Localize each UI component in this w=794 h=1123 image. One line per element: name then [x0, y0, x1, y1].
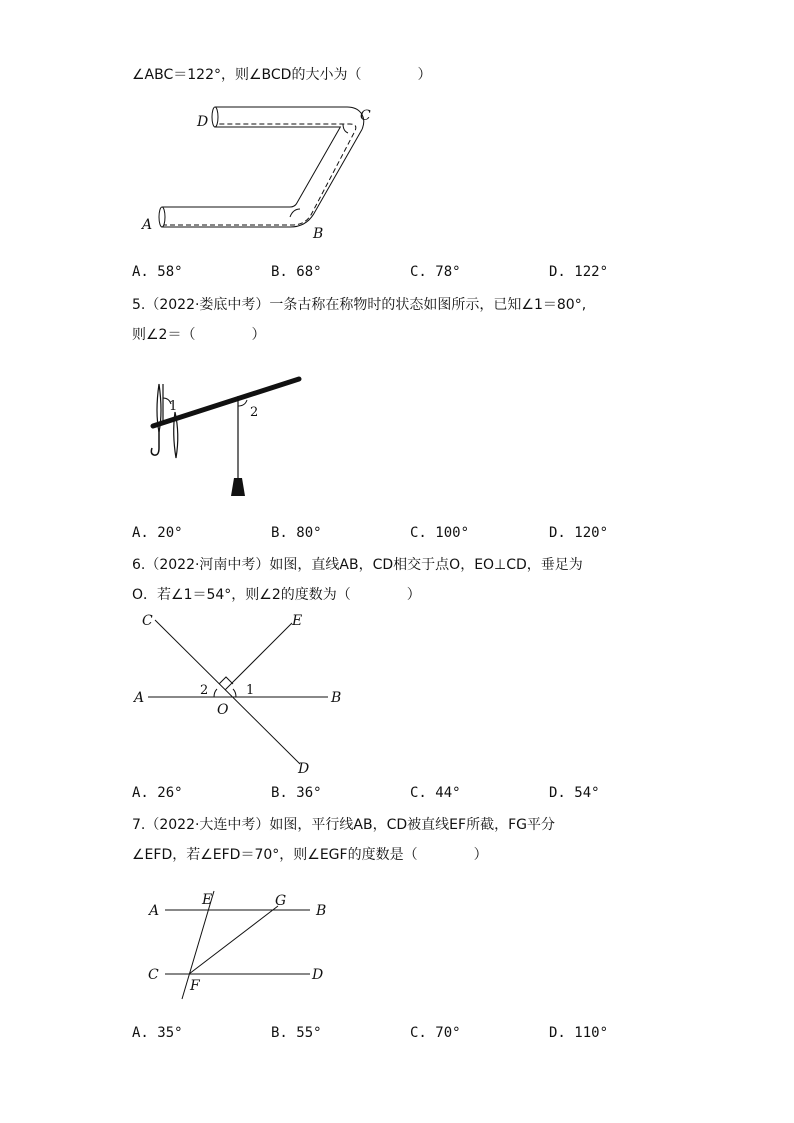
q5-steelyard-figure — [145, 372, 310, 502]
q5-option-d[interactable]: D. 120° — [549, 525, 609, 541]
q6-stem-line2: O．若∠1＝54°，则∠2的度数为（ ） — [132, 587, 421, 603]
q5-option-b[interactable]: B. 80° — [271, 525, 322, 541]
q7-parallel-figure — [140, 888, 340, 1003]
label-e: E — [202, 892, 213, 908]
label-g: G — [275, 893, 287, 909]
q6-lines-figure — [130, 608, 350, 778]
label-e: E — [292, 613, 303, 629]
q4-option-d[interactable]: D. 122° — [549, 264, 609, 280]
line-fg — [189, 906, 278, 974]
q4-options — [132, 264, 692, 282]
right-angle-mark — [219, 677, 233, 684]
label-a: A — [142, 217, 153, 233]
q6-option-a[interactable]: A. 26° — [132, 785, 183, 801]
q6-option-d[interactable]: D. 54° — [549, 785, 600, 801]
label-b: B — [316, 903, 327, 919]
q5-stem-line1: 5.（2022·娄底中考）一条古称在称物时的状态如图所示，已知∠1＝80°, — [132, 297, 587, 313]
q4-stem-line1: ∠ABC＝122°，则∠BCD的大小为（ ） — [132, 67, 432, 83]
label-d: D — [197, 114, 209, 130]
pipe-end-d — [212, 107, 218, 127]
q5-option-a[interactable]: A. 20° — [132, 525, 183, 541]
angle2-label: 2 — [200, 683, 209, 698]
q7-stem-line1: 7.（2022·大连中考）如图，平行线AB，CD被直线EF所截，FG平分 — [132, 817, 555, 833]
q5-stem-line2: 则∠2＝（ ） — [132, 327, 266, 343]
q6-option-c[interactable]: C. 44° — [410, 785, 461, 801]
pipe-end-a — [159, 207, 165, 227]
q7-option-a[interactable]: A. 35° — [132, 1025, 183, 1041]
q7-option-b[interactable]: B. 55° — [271, 1025, 322, 1041]
q4-pipe-figure — [140, 105, 380, 245]
q7-options — [132, 1025, 692, 1043]
label-a: A — [149, 903, 160, 919]
q6-options — [132, 785, 692, 803]
angle2-arc — [238, 400, 247, 406]
hook — [151, 430, 159, 455]
q4-option-a[interactable]: A. 58° — [132, 264, 183, 280]
label-d: D — [312, 967, 324, 983]
q7-option-d[interactable]: D. 110° — [549, 1025, 609, 1041]
q7-option-c[interactable]: C. 70° — [410, 1025, 461, 1041]
line-cd — [155, 620, 300, 764]
label-d: D — [298, 761, 310, 777]
ray-oe — [225, 623, 292, 690]
q7-stem-line2: ∠EFD，若∠EFD＝70°，则∠EGF的度数是（ ） — [132, 847, 488, 863]
q4-option-c[interactable]: C. 78° — [410, 264, 461, 280]
q5-option-c[interactable]: C. 100° — [410, 525, 470, 541]
q6-stem-line1: 6.（2022·河南中考）如图，直线AB，CD相交于点O，EO⊥CD，垂足为 — [132, 557, 583, 573]
weight — [231, 478, 245, 496]
label-c: C — [142, 613, 153, 629]
label-a: A — [134, 690, 145, 706]
label-b: B — [313, 226, 324, 242]
q5-options — [132, 525, 692, 543]
q4-option-b[interactable]: B. 68° — [271, 264, 322, 280]
angle2-label: 2 — [250, 405, 259, 420]
label-c: C — [148, 967, 159, 983]
angle2-arc — [214, 689, 217, 697]
angle1-label: 1 — [169, 399, 178, 414]
label-b: B — [331, 690, 342, 706]
angle1-label: 1 — [246, 683, 255, 698]
label-o: O — [217, 702, 229, 718]
q6-option-b[interactable]: B. 36° — [271, 785, 322, 801]
label-c: C — [360, 108, 371, 124]
angle1-arc — [233, 689, 236, 697]
label-f: F — [190, 978, 200, 994]
